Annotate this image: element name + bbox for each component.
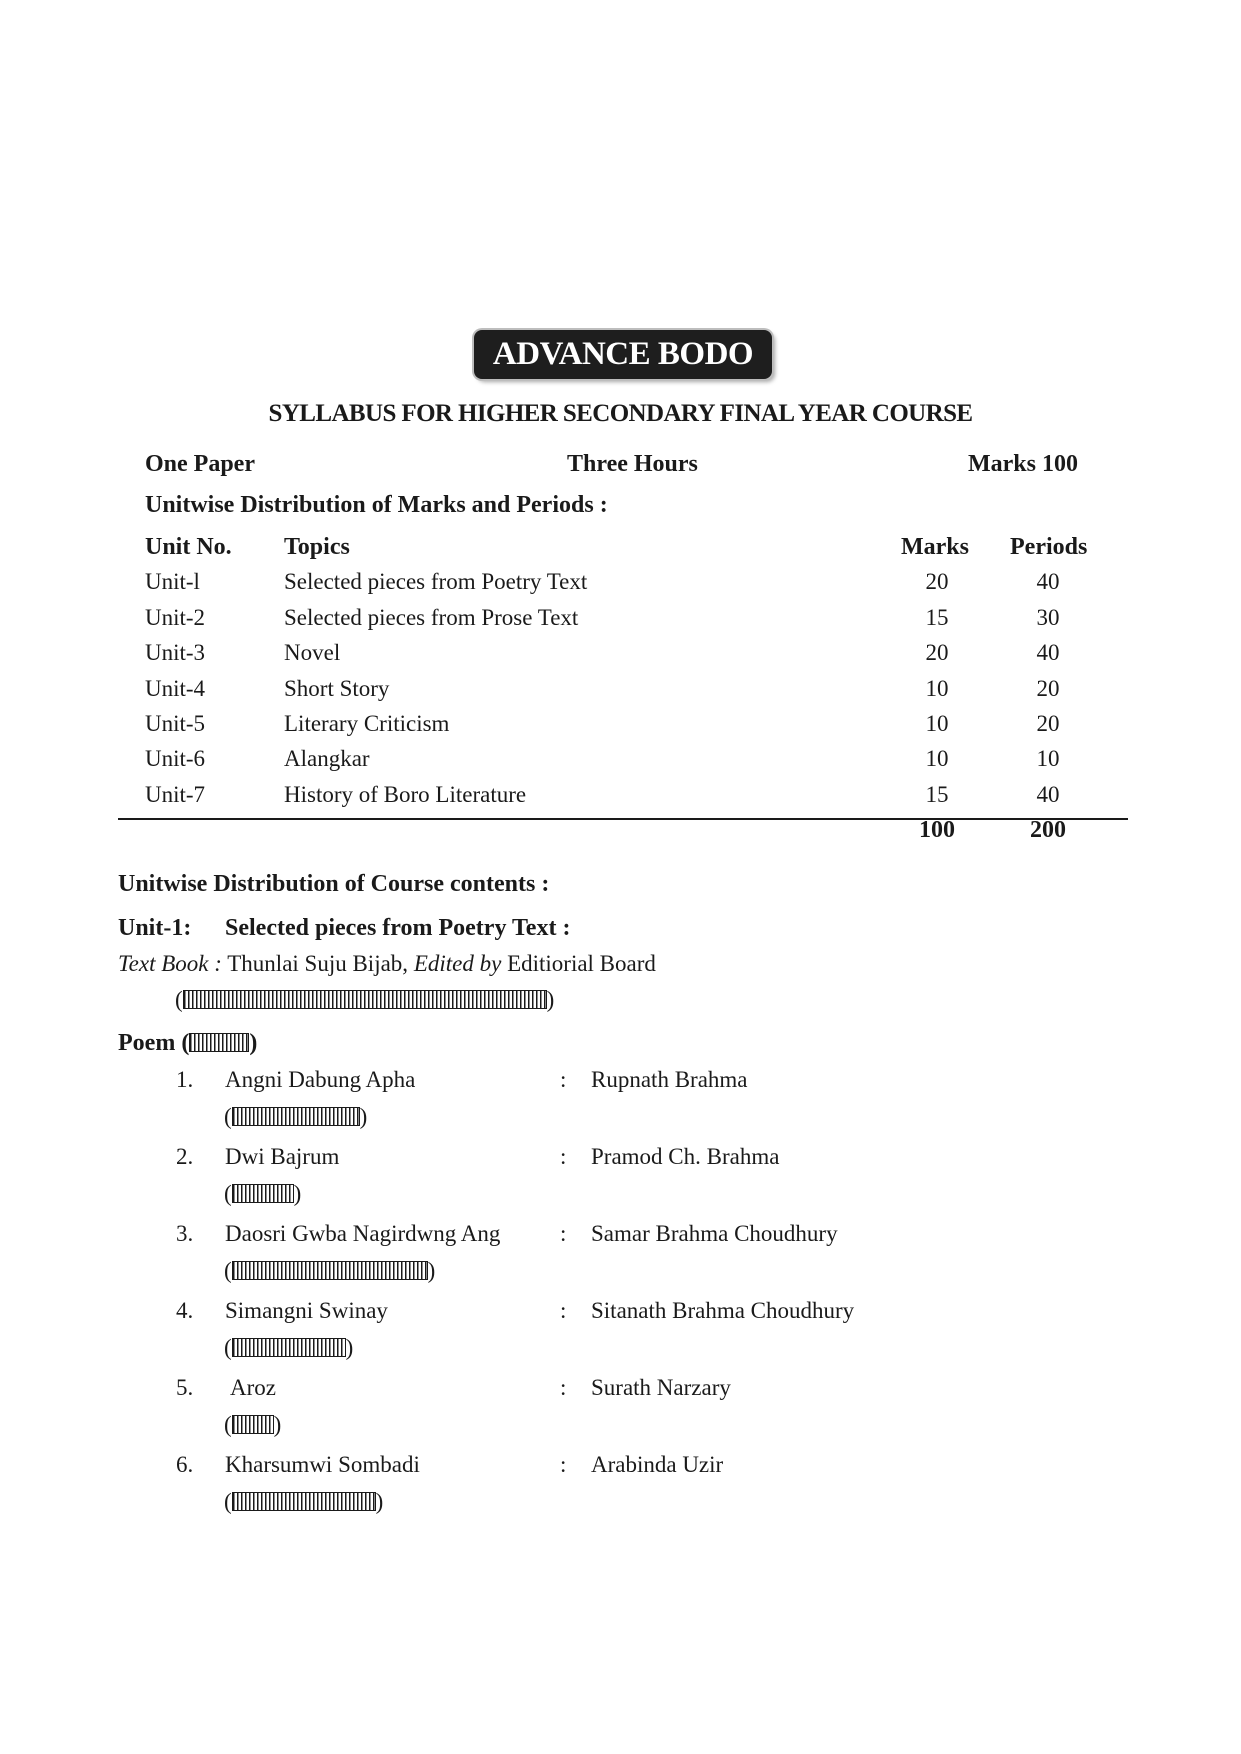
row-unit: Unit-2 (145, 605, 206, 630)
poem-title: Aroz (230, 1375, 276, 1400)
textbook-label: Text Book : (118, 951, 222, 976)
poem-number: 3. (176, 1221, 194, 1246)
poem-native-title: ( ) (224, 1104, 368, 1129)
poem-heading-label: Poem (118, 1030, 176, 1056)
poem-separator: : (560, 1375, 567, 1400)
row-periods: 40 (1036, 640, 1060, 665)
unit1-label: Unit-1: (118, 915, 192, 941)
page-title-badge: ADVANCE BODO (474, 330, 772, 379)
header-unit: Unit No. (145, 534, 232, 560)
row-marks: 10 (925, 746, 949, 771)
poem-separator: : (560, 1067, 567, 1092)
poem-title: Dwi Bajrum (225, 1144, 340, 1169)
header-periods: Periods (1010, 534, 1088, 560)
header-topic: Topics (284, 534, 350, 560)
row-marks: 15 (925, 782, 949, 807)
poem-title: Angni Dabung Apha (225, 1067, 416, 1092)
poem-native-title: ( ) (224, 1335, 354, 1360)
row-periods: 40 (1036, 569, 1060, 594)
row-topic: Literary Criticism (284, 711, 450, 736)
row-unit: Unit-5 (145, 711, 206, 736)
total-periods: 200 (1030, 817, 1066, 843)
row-topic: Alangkar (284, 746, 370, 771)
poem-title: Daosri Gwba Nagirdwng Ang (225, 1221, 501, 1246)
row-marks: 10 (925, 711, 949, 736)
poem-number: 6. (176, 1452, 194, 1477)
edited-by-label: Edited by (413, 951, 502, 976)
textbook-native-title: ( ) (175, 987, 555, 1012)
poem-author: Arabinda Uzir (591, 1452, 724, 1477)
row-marks: 15 (925, 605, 949, 630)
row-periods: 40 (1036, 782, 1060, 807)
poem-separator: : (560, 1144, 567, 1169)
poem-author: Sitanath Brahma Choudhury (591, 1298, 855, 1323)
row-unit: Unit-4 (145, 676, 206, 701)
header-marks: Marks (901, 534, 969, 560)
row-unit: Unit-3 (145, 640, 206, 665)
poem-separator: : (560, 1452, 567, 1477)
row-topic: Short Story (284, 676, 390, 701)
poem-separator: : (560, 1298, 567, 1323)
row-marks: 20 (925, 569, 949, 594)
row-topic: Selected pieces from Prose Text (284, 605, 579, 630)
poem-title: Kharsumwi Sombadi (225, 1452, 420, 1477)
row-unit: Unit-7 (145, 782, 206, 807)
row-periods: 10 (1036, 746, 1060, 771)
row-unit: Unit-l (145, 569, 200, 594)
row-periods: 20 (1036, 711, 1060, 736)
poem-number: 5. (176, 1375, 194, 1400)
poem-title: Simangni Swinay (225, 1298, 388, 1323)
course-contents-heading: Unitwise Distribution of Course contents : (118, 871, 550, 897)
paper-duration: Three Hours (567, 451, 698, 477)
poem-number: 2. (176, 1144, 194, 1169)
poem-native-title: ( ) (224, 1258, 436, 1283)
total-marks: 100 (919, 817, 955, 843)
poem-heading: Poem ( ) (118, 1030, 258, 1056)
textbook-name: Thunlai Suju Bijab, (227, 951, 409, 976)
poem-author: Pramod Ch. Brahma (591, 1144, 780, 1169)
row-topic: History of Boro Literature (284, 782, 527, 807)
poem-native-title: ( ) (224, 1489, 384, 1514)
poem-number: 1. (176, 1067, 194, 1092)
textbook-editor: Editiorial Board (507, 951, 656, 976)
paper-total-marks: Marks 100 (968, 451, 1078, 477)
paper-count: One Paper (145, 451, 255, 477)
row-topic: Selected pieces from Poetry Text (284, 569, 588, 594)
row-topic: Novel (284, 640, 341, 665)
poem-author: Surath Narzary (591, 1375, 731, 1400)
row-unit: Unit-6 (145, 746, 206, 771)
row-periods: 20 (1036, 676, 1060, 701)
poem-separator: : (560, 1221, 567, 1246)
row-marks: 20 (925, 640, 949, 665)
poem-native-title: ( ) (224, 1412, 282, 1437)
textbook-line (118, 951, 656, 977)
syllabus-subtitle: SYLLABUS FOR HIGHER SECONDARY FINAL YEAR COURSE (268, 400, 973, 427)
row-periods: 30 (1036, 605, 1060, 630)
row-marks: 10 (925, 676, 949, 701)
poem-author: Rupnath Brahma (591, 1067, 748, 1092)
poem-number: 4. (176, 1298, 194, 1323)
poem-native-title: ( ) (224, 1181, 302, 1206)
unit1-title: Selected pieces from Poetry Text : (225, 915, 571, 941)
poem-author: Samar Brahma Choudhury (591, 1221, 838, 1246)
table-total-rule (118, 818, 1128, 820)
distribution-heading: Unitwise Distribution of Marks and Periods : (145, 492, 608, 518)
